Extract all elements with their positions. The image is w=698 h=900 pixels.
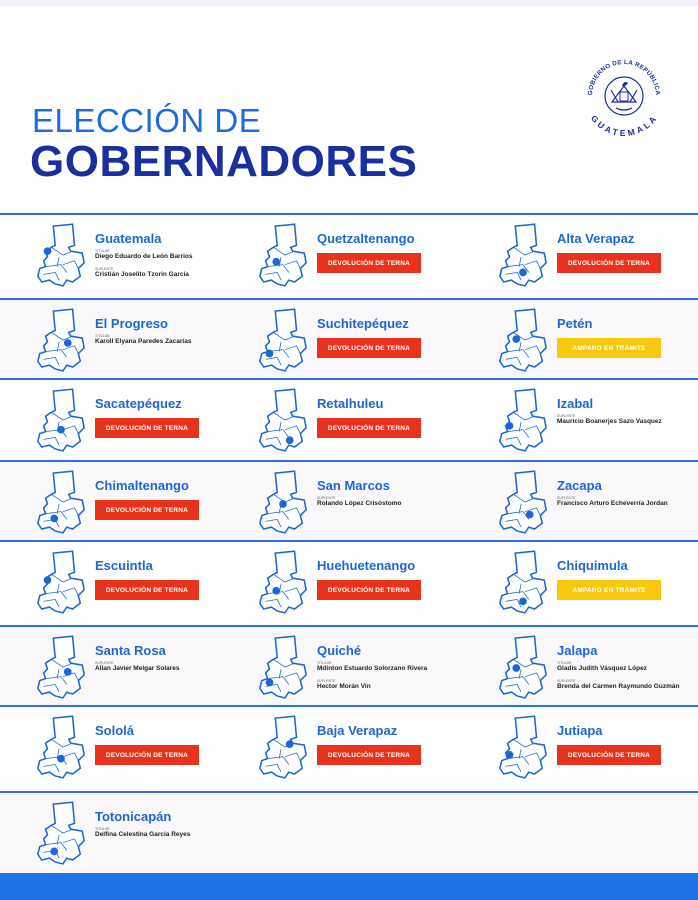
highlighted-department-icon	[519, 269, 527, 277]
guatemala-map-icon	[256, 713, 310, 783]
titular-name: Diego Eduardo de León Barrios	[95, 253, 193, 260]
highlighted-department-icon	[64, 668, 72, 676]
suplente-name: Francisco Arturo Echeverría Jordan	[557, 500, 668, 507]
department-row	[0, 298, 698, 380]
status-badge: DEVOLUCIÓN DE TERNA	[317, 338, 421, 358]
department-card	[462, 542, 694, 627]
highlighted-department-icon	[272, 587, 280, 595]
guatemala-map-icon	[496, 633, 550, 703]
highlighted-department-icon	[286, 436, 294, 444]
status-badge: DEVOLUCIÓN DE TERNA	[317, 253, 421, 273]
guatemala-map-icon	[496, 221, 550, 291]
suplente-label: SUPLENTE	[557, 679, 576, 683]
guatemala-map-icon	[34, 221, 88, 291]
department-card	[462, 707, 694, 793]
status-badge: DEVOLUCIÓN DE TERNA	[95, 418, 199, 438]
department-card	[0, 380, 232, 462]
suplente-label: SUPLENTE	[95, 661, 114, 665]
guatemala-map-icon	[34, 633, 88, 703]
government-seal	[578, 50, 670, 142]
top-strip	[0, 0, 698, 6]
bottom-bar	[0, 873, 698, 900]
titular-label: TITULAR	[317, 661, 332, 665]
department-name: Chiquimula	[557, 558, 628, 573]
department-name: Suchitepéquez	[317, 316, 409, 331]
highlighted-department-icon	[64, 339, 72, 347]
guatemala-map-icon	[496, 306, 550, 376]
titular-label: TITULAR	[95, 334, 110, 338]
status-badge: DEVOLUCIÓN DE TERNA	[557, 745, 661, 765]
department-name: El Progreso	[95, 316, 168, 331]
department-name: Jalapa	[557, 643, 598, 658]
department-name: Petén	[557, 316, 593, 331]
guatemala-map-icon	[34, 548, 88, 618]
department-name: Totonicapán	[95, 809, 172, 824]
department-card	[222, 462, 454, 542]
department-card	[0, 707, 232, 793]
guatemala-map-icon	[496, 548, 550, 618]
titular-name: Delfina Celestina García Reyes	[95, 831, 191, 838]
suplente-name: Rolando López Crisóstomo	[317, 500, 402, 507]
department-card	[222, 542, 454, 627]
seal-text-bottom: GUATEMALA	[588, 113, 660, 139]
suplente-name: Cristián Joselito Tzorin García	[95, 271, 189, 278]
highlighted-department-icon	[50, 515, 58, 523]
suplente-label: SUPLENTE	[317, 679, 336, 683]
status-badge: DEVOLUCIÓN DE TERNA	[95, 500, 199, 520]
highlighted-department-icon	[50, 848, 58, 856]
guatemala-map-icon	[256, 468, 310, 538]
department-name: Quiché	[317, 643, 362, 658]
highlighted-department-icon	[506, 751, 514, 759]
seal-text-top: GOBIERNO DE LA REPÚBLICA	[586, 58, 662, 96]
titular-name: Gladis Judith Vásquez López	[557, 665, 647, 672]
suplente-name: Hector Morán Vin	[317, 683, 371, 690]
department-card	[222, 300, 454, 380]
department-card	[0, 215, 232, 300]
department-card	[222, 380, 454, 462]
department-name: Guatemala	[95, 231, 162, 246]
department-row	[0, 378, 698, 462]
department-name: San Marcos	[317, 478, 390, 493]
department-name: Retalhuleu	[317, 396, 384, 411]
guatemala-map-icon	[256, 633, 310, 703]
department-card	[462, 627, 694, 707]
department-card	[462, 300, 694, 380]
titular-label: TITULAR	[95, 249, 110, 253]
title-line-2: GOBERNADORES	[30, 137, 418, 186]
titular-name: Mdinton Estuardo Solorzano Rivera	[317, 665, 428, 672]
title-line-1: ELECCIÓN DE	[32, 102, 262, 139]
guatemala-map-icon	[34, 713, 88, 783]
department-name: Chimaltenango	[95, 478, 189, 493]
highlighted-department-icon	[44, 576, 52, 584]
highlighted-department-icon	[272, 258, 280, 266]
svg-text:GUATEMALA	[589, 113, 660, 138]
suplente-label: SUPLENTE	[317, 496, 336, 500]
department-name: Baja Verapaz	[317, 723, 398, 738]
highlighted-department-icon	[512, 664, 520, 672]
department-name: Zacapa	[557, 478, 602, 493]
highlighted-department-icon	[279, 500, 287, 508]
department-card	[222, 215, 454, 300]
suplente-name: Allan Javier Melgar Solares	[95, 665, 180, 672]
department-card	[0, 793, 232, 875]
guatemala-map-icon	[256, 221, 310, 291]
highlighted-department-icon	[266, 679, 274, 687]
titular-label: TITULAR	[557, 661, 572, 665]
department-name: Sololá	[95, 723, 135, 738]
department-name: Huehuetenango	[317, 558, 416, 573]
guatemala-map-icon	[256, 306, 310, 376]
guatemala-map-icon	[34, 306, 88, 376]
guatemala-map-icon	[496, 713, 550, 783]
status-badge: AMPARO EN TRÁMITE	[557, 580, 661, 600]
status-badge: AMPARO EN TRÁMITE	[557, 338, 661, 358]
department-row	[0, 213, 698, 300]
titular-label: TITULAR	[95, 827, 110, 831]
status-badge: DEVOLUCIÓN DE TERNA	[95, 580, 199, 600]
department-card	[0, 542, 232, 627]
status-badge: DEVOLUCIÓN DE TERNA	[557, 253, 661, 273]
highlighted-department-icon	[57, 755, 65, 763]
department-card	[0, 627, 232, 707]
department-name: Alta Verapaz	[557, 231, 635, 246]
department-card	[462, 380, 694, 462]
department-row	[0, 625, 698, 707]
department-name: Jutiapa	[557, 723, 603, 738]
suplente-label: SUPLENTE	[95, 267, 114, 271]
highlighted-department-icon	[512, 335, 520, 343]
status-badge: DEVOLUCIÓN DE TERNA	[317, 745, 421, 765]
department-name: Sacatepéquez	[95, 396, 182, 411]
highlighted-department-icon	[519, 597, 527, 605]
department-name: Izabal	[557, 396, 594, 411]
highlighted-department-icon	[57, 426, 65, 434]
department-row	[0, 791, 698, 875]
suplente-name: Mauricio Boanerjes Sazo Vasquez	[557, 418, 662, 425]
guatemala-map-icon	[34, 386, 88, 456]
status-badge: DEVOLUCIÓN DE TERNA	[95, 745, 199, 765]
guatemala-map-icon	[34, 799, 88, 869]
department-card	[0, 462, 232, 542]
highlighted-department-icon	[44, 247, 52, 255]
department-name: Escuintla	[95, 558, 153, 573]
suplente-label: SUPLENTE	[557, 496, 576, 500]
department-card	[462, 462, 694, 542]
highlighted-department-icon	[266, 350, 274, 358]
suplente-label: SUPLENTE	[557, 414, 576, 418]
guatemala-map-icon	[256, 386, 310, 456]
department-card	[0, 300, 232, 380]
status-badge: DEVOLUCIÓN DE TERNA	[317, 418, 421, 438]
department-row	[0, 540, 698, 627]
department-card	[462, 215, 694, 300]
guatemala-map-icon	[496, 468, 550, 538]
department-row	[0, 460, 698, 542]
department-card	[222, 627, 454, 707]
status-badge: DEVOLUCIÓN DE TERNA	[317, 580, 421, 600]
guatemala-map-icon	[34, 468, 88, 538]
highlighted-department-icon	[286, 740, 294, 748]
department-card	[222, 707, 454, 793]
highlighted-department-icon	[526, 511, 534, 519]
highlighted-department-icon	[506, 422, 514, 430]
guatemala-map-icon	[496, 386, 550, 456]
department-row	[0, 705, 698, 793]
department-name: Santa Rosa	[95, 643, 166, 658]
guatemala-map-icon	[256, 548, 310, 618]
suplente-name: Brenda del Carmen Raymundo Guzmán	[557, 683, 680, 690]
titular-name: Karoll Elyana Paredes Zacarías	[95, 338, 192, 345]
department-name: Quetzaltenango	[317, 231, 415, 246]
